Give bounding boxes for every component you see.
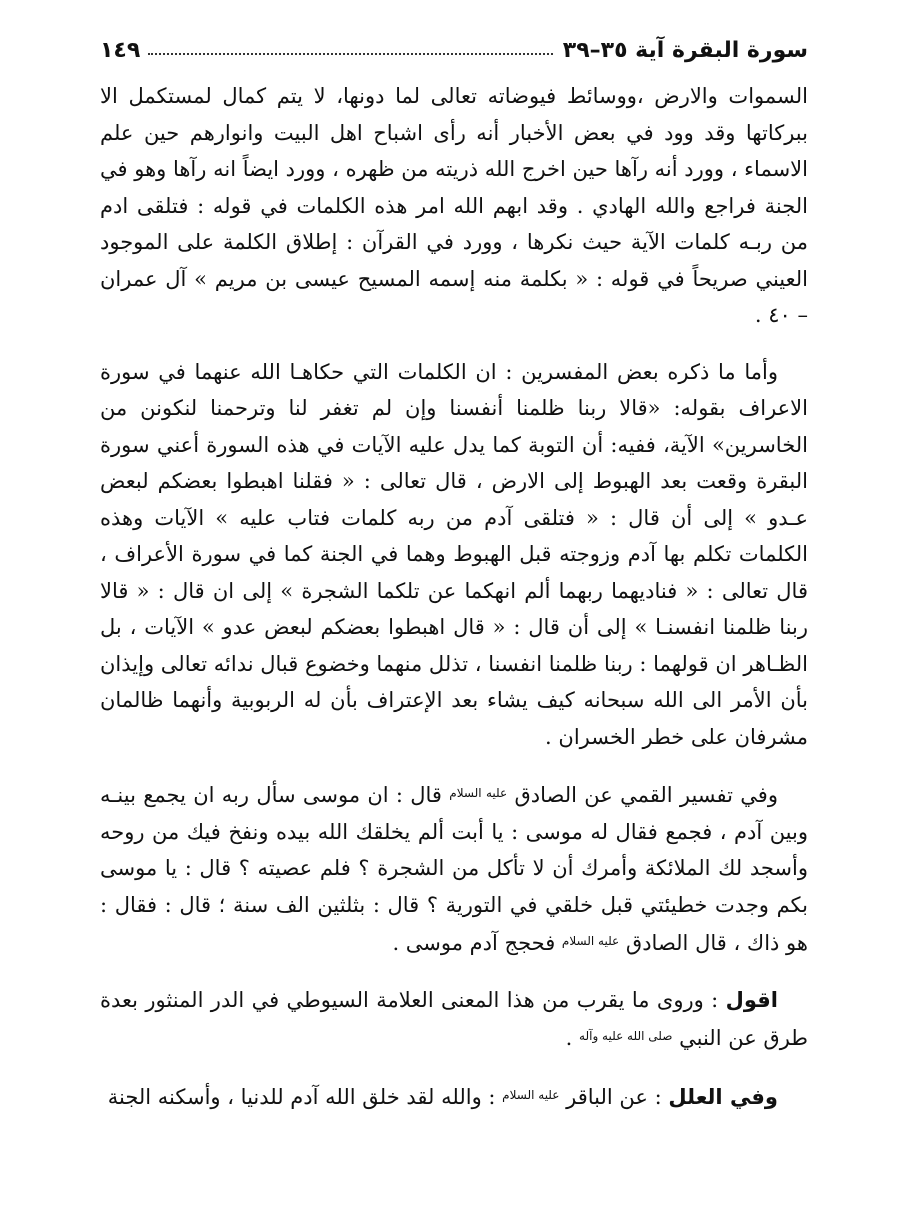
paragraph-4-lead: اقول	[725, 987, 778, 1012]
dotted-leader	[148, 53, 552, 55]
paragraph-3	[100, 775, 808, 962]
page-header	[100, 28, 808, 72]
paragraph-5	[100, 1077, 808, 1116]
honorific-ligature: عليه السلام	[449, 786, 508, 800]
paragraph-5-end: : والله لقد خلق الله آدم للدنيا ، وأسكنه الجنة	[107, 1084, 496, 1109]
paragraph-4	[100, 982, 808, 1057]
paragraph-5-text: : عن الباقر	[566, 1084, 662, 1109]
paragraph-3-text-c: فحجج آدم موسى .	[392, 931, 556, 955]
paragraph-1: السموات والارض ،ووسائط فيوضاته تعالى لما دونها، لا يتم كمال لمستكمل الا ببركاتها وقد وود في بعض الأخبار أنه رأى اشباح اهل البيت وانوارهم حين علم الاسماء ، وورد أنه رآها حين اخرج الله ذريته من ظهره ، وورد ايضاً انه رآها وهو في الجنة فراجع والله الهادي . وقد ابهم الله امر هذه الكلمات في قوله : فتلقى ادم من ربـه كلمات الآية حيث نكرها ، وورد في القرآن : إطلاق الكلمة على الموجود العيني صريحاً في قوله : « بكلمة منه إسمه المسيح عيسى بن مريم » آل عمران – ٤٠ .	[100, 84, 808, 327]
honorific-ligature: عليه السلام	[561, 934, 620, 948]
page-number: ١٤٩	[100, 37, 141, 63]
honorific-ligature: صلى الله عليه وآله	[579, 1029, 673, 1043]
paragraph-3-text-b: قال : ان موسى سأل ربه ان يجمع بينـه وبين آدم ، فجمع فقال له موسى : يا أبت ألم يخلقك الله بيده ونفخ فيك من روحه وأسجد لك الملائكة وأمرك أن لا تأكل من الشجرة ؟ فلم عصيته ؟ قال : يا موسى بكم وجدت خطيئتي قبل خلقي في التورية ؟ قال : بثلثين الف سنة ؛ قال : فقال : هو ذاك ، قال الصادق	[100, 783, 809, 955]
book-page	[100, 28, 808, 1115]
honorific-ligature: عليه السلام	[502, 1087, 560, 1102]
paragraph-2: وأما ما ذكره بعض المفسرين : ان الكلمات التي حكاهـا الله عنهما في سورة الاعراف بقوله: «قالا ربنا ظلمنا أنفسنا وإن لم تغفر لنا وترحمنا لنكونن من الخاسرين» الآية، ففيه: أن التوبة كما يدل عليه الآيات في هذه السورة أعني سورة البقرة وقعت بعد الهبوط إلى الارض ، قال تعالى : « فقلنا اهبطوا بعضكم لبعض عـدو » إلى أن قال : « فتلقى آدم من ربه كلمات فتاب عليه » الآيات وهذه الكلمات تكلم بها آدم وزوجته قبل الهبوط وهما في الجنة كما في سورة الأعراف ، قال تعالى : « فناديهما ربهما ألم انهكما عن تلكما الشجرة » إلى ان قال : « قالا ربنا ظلمنا انفسنـا » إلى أن قال : « قال اهبطوا بعضكم لبعض عدو » الآيات ، بل الظـاهر ان قولهما : ربنا ظلمنا انفسنا ، تذلل منهما وخضوع قبال ندائه تعالى وإيذان بأن الأمر الى الله سبحانه كيف يشاء بعد الإعتراف بأن له الربوبية وأنهما ظالمان مشرفان على خطر الخسران .	[100, 359, 808, 749]
paragraph-3-text-a: وفي تفسير القمي عن الصادق	[514, 783, 778, 807]
paragraph-4-text: : وروى ما يقرب من هذا المعنى العلامة السيوطي في الدر المنثور بعدة طرق عن النبي	[100, 987, 808, 1050]
paragraph-5-lead: وفي العلل	[668, 1084, 778, 1109]
chapter-title: سورة البقرة آية ٣٥–٣٩	[562, 37, 808, 63]
paragraph-4-end: .	[565, 1026, 573, 1050]
